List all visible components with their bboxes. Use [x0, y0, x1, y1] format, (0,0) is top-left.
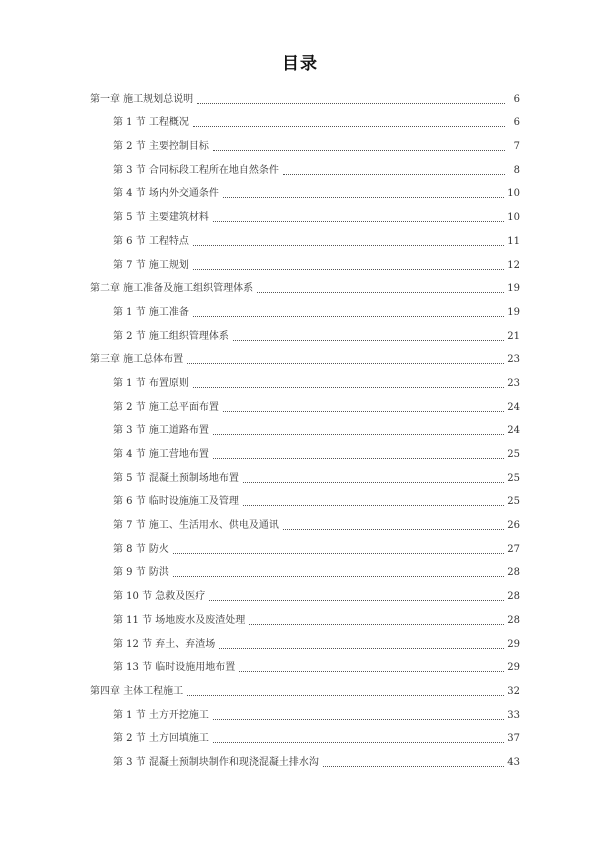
- dot-leader: [187, 363, 504, 364]
- dot-leader: [197, 103, 505, 104]
- toc-entry-page-number: 27: [507, 543, 520, 555]
- toc-section-entry[interactable]: [90, 200, 520, 224]
- toc-section-entry[interactable]: [90, 248, 520, 272]
- toc-entry-label: 第 3 节 合同标段工程所在地自然条件: [113, 164, 279, 176]
- toc-entry-label: 第 9 节 防洪: [113, 567, 169, 579]
- toc-entry-label: 第 4 节 场内外交通条件: [113, 188, 219, 200]
- toc-section-entry[interactable]: [90, 390, 520, 414]
- toc-entry-page-number: 28: [507, 591, 520, 603]
- toc-entry-label: 第二章 施工准备及施工组织管理体系: [90, 283, 254, 295]
- toc-section-entry[interactable]: [90, 698, 520, 722]
- toc-entry-label: 第 4 节 施工营地布置: [113, 449, 209, 460]
- toc-entry-label: 第三章 施工总体布置: [90, 354, 184, 366]
- toc-entry-label: 第 1 节 土方开挖施工: [113, 709, 209, 721]
- toc-entry-page-number: 12: [507, 259, 520, 271]
- toc-entry-label: 第 3 节 混凝土预制块制作和现浇混凝土排水沟: [113, 756, 319, 768]
- toc-entry-page-number: 19: [507, 283, 520, 295]
- dot-leader: [243, 505, 504, 506]
- toc-section-entry[interactable]: [90, 508, 520, 532]
- dot-leader: [173, 576, 504, 577]
- toc-section-entry[interactable]: [90, 319, 520, 343]
- toc-entry-label: 第 7 节 施工规划: [113, 259, 189, 271]
- toc-entry-page-number: 43: [507, 756, 520, 768]
- toc-section-entry[interactable]: [90, 129, 520, 153]
- toc-section-entry[interactable]: [90, 532, 520, 556]
- toc-list: [90, 82, 520, 769]
- toc-entry-page-number: 10: [507, 188, 520, 200]
- dot-leader: [239, 671, 504, 672]
- dot-leader: [187, 695, 504, 696]
- toc-section-entry[interactable]: [90, 722, 520, 746]
- toc-entry-page-number: 23: [507, 354, 520, 366]
- toc-entry-label: 第 5 节 混凝土预制场地布置: [113, 472, 239, 484]
- dot-leader: [283, 174, 505, 175]
- toc-entry-page-number: 32: [507, 685, 520, 697]
- toc-entry-page-number: 19: [507, 306, 520, 318]
- toc-entry-label: 第 2 节 土方回填施工: [113, 733, 209, 745]
- dot-leader: [193, 126, 505, 127]
- toc-chapter-entry[interactable]: [90, 343, 520, 367]
- toc-section-entry[interactable]: [90, 224, 520, 248]
- toc-entry-label: 第 5 节 主要建筑材料: [113, 212, 209, 224]
- dot-leader: [193, 316, 504, 317]
- toc-entry-page-number: 29: [507, 638, 520, 650]
- toc-entry-page-number: 21: [507, 330, 520, 342]
- toc-section-entry[interactable]: [90, 603, 520, 627]
- toc-section-entry[interactable]: [90, 177, 520, 201]
- toc-section-entry[interactable]: [90, 745, 520, 769]
- toc-entry-page-number: 11: [507, 235, 520, 247]
- dot-leader: [193, 269, 504, 270]
- toc-entry-label: 第 7 节 施工、生活用水、供电及通讯: [113, 520, 279, 532]
- toc-entry-page-number: 8: [513, 164, 520, 176]
- toc-entry-page-number: 6: [513, 117, 520, 129]
- toc-section-entry[interactable]: [90, 627, 520, 651]
- dot-leader: [223, 197, 504, 198]
- toc-section-entry[interactable]: [90, 651, 520, 675]
- toc-entry-label: 第 8 节 防火: [113, 543, 169, 555]
- toc-entry-label: 第 1 节 布置原则: [113, 377, 189, 389]
- toc-entry-label: 第 12 节 弃土、弃渣场: [113, 638, 216, 650]
- toc-entry-label: 第一章 施工规划总说明: [90, 93, 194, 105]
- dot-leader: [213, 434, 504, 435]
- dot-leader: [193, 245, 504, 246]
- toc-entry-label: 第 1 节 工程概况: [113, 117, 189, 129]
- toc-entry-label: 第四章 主体工程施工: [90, 685, 184, 697]
- toc-entry-label: 第 2 节 施工总平面布置: [113, 401, 219, 413]
- dot-leader: [213, 221, 504, 222]
- toc-entry-label: 第 2 节 施工组织管理体系: [113, 330, 229, 342]
- toc-entry-page-number: 7: [513, 141, 520, 153]
- toc-section-entry[interactable]: [90, 366, 520, 390]
- toc-entry-page-number: 24: [507, 401, 520, 413]
- toc-entry-page-number: 23: [507, 377, 520, 389]
- toc-entry-label: 第 13 节 临时设施用地布置: [113, 662, 236, 674]
- toc-entry-label: 第 2 节 主要控制目标: [113, 141, 209, 153]
- toc-chapter-entry[interactable]: [90, 272, 520, 296]
- dot-leader: [213, 742, 504, 743]
- toc-entry-page-number: 25: [507, 449, 520, 460]
- dot-leader: [173, 553, 504, 554]
- toc-entry-page-number: 28: [507, 567, 520, 579]
- toc-section-entry[interactable]: [90, 579, 520, 603]
- toc-section-entry[interactable]: [90, 461, 520, 485]
- toc-entry-page-number: 37: [507, 733, 520, 745]
- dot-leader: [213, 719, 504, 720]
- toc-section-entry[interactable]: [90, 556, 520, 580]
- dot-leader: [213, 458, 504, 459]
- toc-entry-page-number: 29: [507, 662, 520, 674]
- toc-entry-label: 第 6 节 工程特点: [113, 235, 189, 247]
- toc-entry-label: 第 1 节 施工准备: [113, 306, 189, 318]
- dot-leader: [233, 340, 504, 341]
- dot-leader: [213, 150, 505, 151]
- toc-section-entry[interactable]: [90, 437, 520, 461]
- toc-entry-label: 第 3 节 施工道路布置: [113, 425, 209, 437]
- dot-leader: [219, 648, 504, 649]
- toc-title: 目录: [282, 54, 318, 74]
- toc-entry-page-number: 26: [507, 520, 520, 532]
- toc-entry-page-number: 6: [513, 93, 520, 105]
- dot-leader: [249, 624, 504, 625]
- dot-leader: [209, 600, 504, 601]
- toc-section-entry[interactable]: [90, 106, 520, 130]
- toc-section-entry[interactable]: [90, 485, 520, 509]
- toc-chapter-entry[interactable]: [90, 82, 520, 106]
- toc-chapter-entry[interactable]: [90, 674, 520, 698]
- toc-section-entry[interactable]: [90, 414, 520, 438]
- dot-leader: [223, 411, 504, 412]
- dot-leader: [193, 387, 504, 388]
- toc-entry-page-number: 28: [507, 614, 520, 626]
- dot-leader: [323, 766, 504, 767]
- dot-leader: [283, 529, 504, 530]
- toc-section-entry[interactable]: [90, 295, 520, 319]
- toc-entry-page-number: 25: [507, 496, 520, 508]
- toc-entry-label: 第 6 节 临时设施施工及管理: [113, 496, 239, 508]
- toc-entry-label: 第 11 节 场地废水及废渣处理: [113, 614, 246, 626]
- toc-entry-page-number: 10: [507, 212, 520, 224]
- dot-leader: [257, 292, 504, 293]
- toc-entry-page-number: 24: [507, 425, 520, 437]
- toc-entry-page-number: 33: [507, 709, 520, 721]
- toc-section-entry[interactable]: [90, 153, 520, 177]
- toc-entry-label: 第 10 节 急救及医疗: [113, 591, 206, 603]
- toc-entry-page-number: 25: [507, 472, 520, 484]
- dot-leader: [243, 482, 504, 483]
